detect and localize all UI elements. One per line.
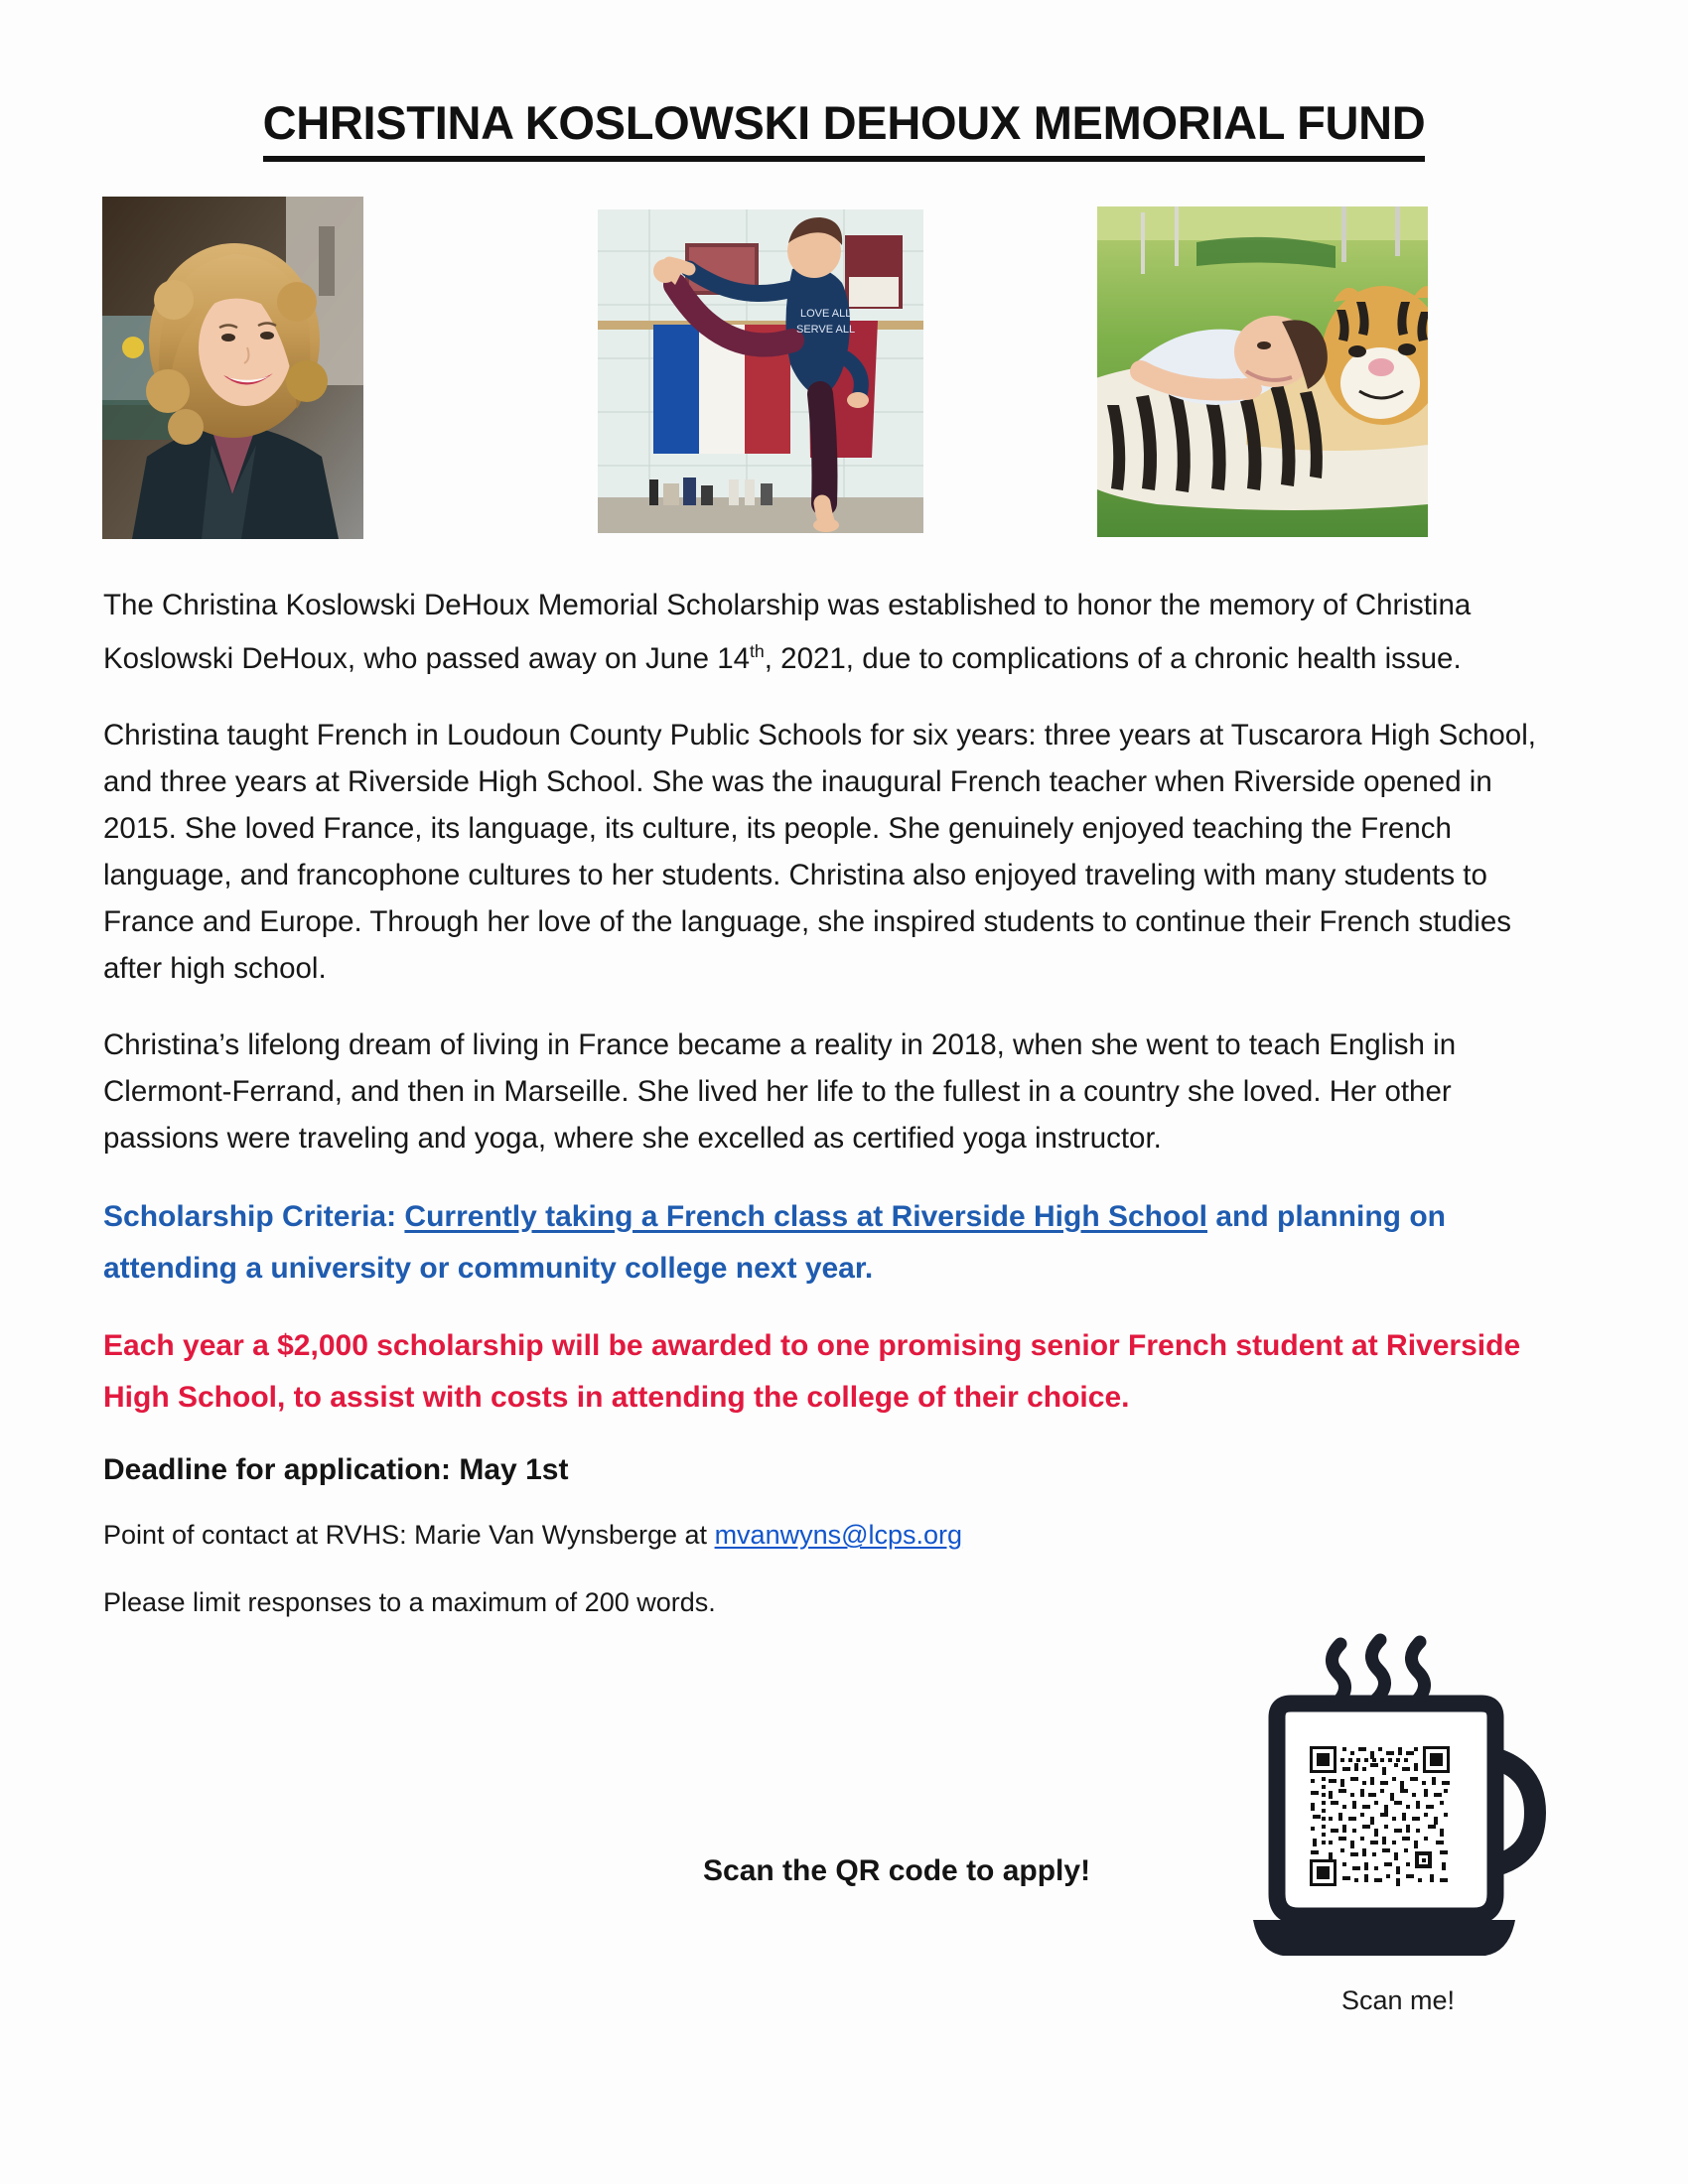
deadline-text: Deadline for application: May 1st (103, 1452, 569, 1486)
award-statement: Each year a $2,000 scholarship will be awarded to one promising senior French student at Riverside High School, to assist with costs in attending the college of their choice. (103, 1328, 1521, 1414)
qr-code (1307, 1743, 1453, 1889)
photo-strip (0, 197, 1688, 539)
scan-qr-prompt: Scan the QR code to apply! (703, 1854, 1091, 1887)
criteria-label: Scholarship Criteria: (103, 1199, 405, 1233)
criteria-underlined-text: Currently taking a French class at Riverside High School (404, 1199, 1207, 1233)
page-title (0, 95, 1688, 162)
contact-email-link[interactable]: mvanwyns@lcps.org (714, 1519, 963, 1550)
steam-icon (1332, 1640, 1424, 1704)
criteria-rest: and planning on attending a university or community college next year. (103, 1199, 1446, 1285)
tiger-photo (1097, 206, 1428, 537)
ordinal-suffix: th (750, 641, 765, 661)
svg-text:LOVE ALL: LOVE ALL (800, 308, 852, 320)
scan-me-caption: Scan me! (1340, 1985, 1456, 2015)
coffee-mug-qr-icon[interactable] (1249, 1626, 1547, 2023)
paragraph-3: Christina’s lifelong dream of living in France became a reality in 2018, when she went to teach English in Clermont-Ferrand, and then in Marseille. She lived her life to the fullest in a country she loved. Her other passions were traveling and yoga, where she excelled as certified yoga instructor. (103, 1027, 1457, 1155)
body-content (103, 582, 1573, 1624)
scholarship-criteria (103, 1191, 1573, 1295)
svg-text:SERVE ALL: SERVE ALL (796, 324, 856, 336)
paragraph-1-part-a: The Christina Koslowski DeHoux Memorial Scholarship was established to honor the memory of Christina Koslowski DeHoux, who passed away on June 14 (103, 589, 1472, 675)
contact-line (103, 1513, 1573, 1557)
yoga-photo (598, 209, 923, 533)
paragraph-2: Christina taught French in Loudoun County Public Schools for six years: three years at Tuscarora High School, and three years at Riverside High School. She was the inaugural French teacher when Riverside opened in 2015. She loved France, its language, its culture, its people. She genuinely enjoyed teaching the French language, and francophone cultures to her students. Christina also enjoyed traveling with many students to France and Europe. Through her love of the language, she inspired students to continue their French studies after high school. (103, 718, 1536, 985)
contact-prefix: Point of contact at RVHS: Marie Van Wynsberge at (103, 1519, 715, 1550)
paragraph-1 (103, 582, 1573, 682)
portrait-photo (102, 197, 363, 539)
page-title-text: CHRISTINA KOSLOWSKI DEHOUX MEMORIAL FUND (263, 95, 1426, 162)
word-limit-note: Please limit responses to a maximum of 200 words. (103, 1586, 716, 1617)
paragraph-1-part-b: , 2021, due to complications of a chronic health issue. (764, 641, 1462, 675)
